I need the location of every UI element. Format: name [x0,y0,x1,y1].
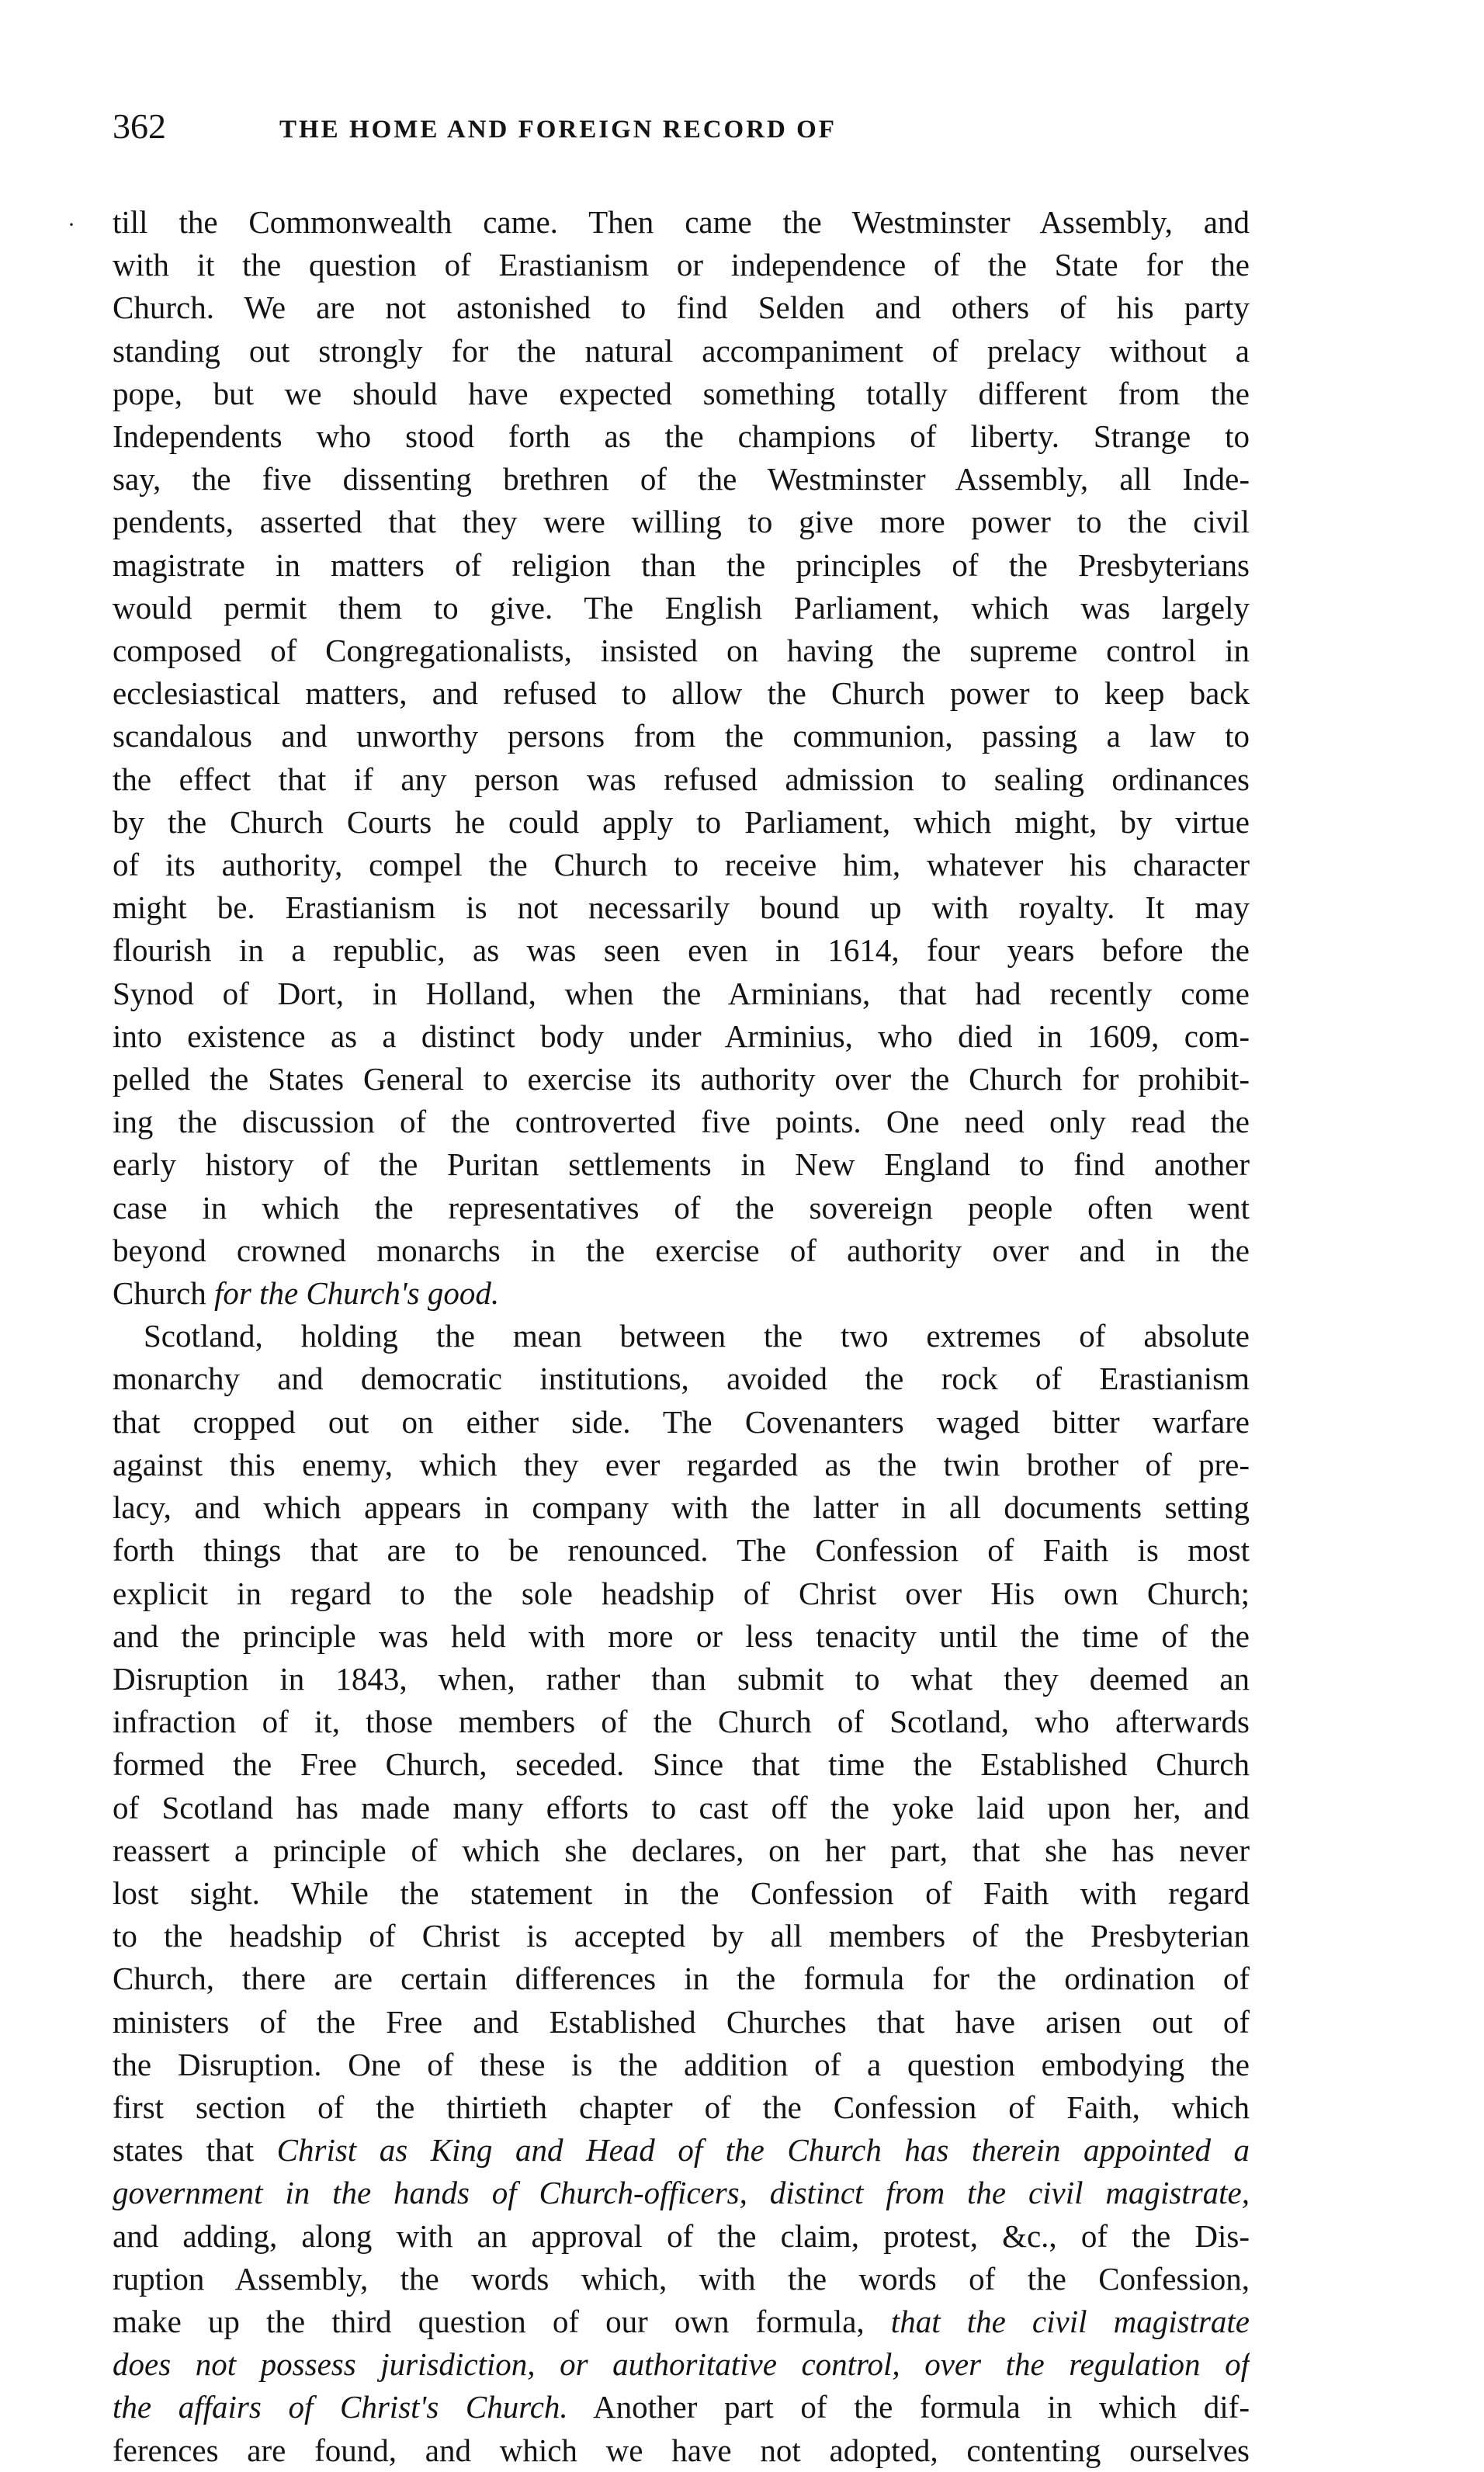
text-line [113,1229,1250,1272]
text-line [113,844,1250,886]
text-line [113,929,1250,972]
page-number: 362 [113,106,166,146]
text-run: monarchy and democratic institutions, avoided the rock of Erastianism [113,1361,1250,1397]
text-line [113,544,1250,587]
text-line [113,1829,1250,1872]
text-line [113,2129,1250,2172]
text-line [113,886,1250,929]
text-run: Independents who stood forth as the champions of liberty. Strange to [113,418,1250,455]
text-line [113,1529,1250,1572]
text-run: Scotland, holding the mean between the two extremes of absolute [144,1318,1250,1354]
text-line [113,2300,1250,2343]
text-run: to the headship of Christ is accepted by all members of the Presbyterian [113,1918,1250,1954]
text-line [113,629,1250,672]
text-line [113,2044,1250,2086]
text-run: composed of Congregationalists, insisted on having the supreme control in [113,633,1250,669]
text-line [113,1572,1250,1615]
text-run: against this enemy, which they ever regarded as the twin brother of pre- [113,1446,1250,1482]
text-run: and adding, along with an approval of the claim, protest, &c., of the Dis- [113,2217,1250,2254]
text-run: standing out strongly for the natural accompaniment of prelacy without a [113,332,1250,369]
text-line [113,1872,1250,1915]
text-line [113,1401,1250,1444]
text-line [113,1058,1250,1101]
text-line [113,2429,1250,2472]
text-line [113,244,1250,286]
text-line [113,1486,1250,1529]
italic-run: does not possess jurisdiction, or authoritative control, over the regulation of [113,2346,1250,2383]
text-line [113,330,1250,373]
text-run: ing the discussion of the controverted five points. One need only read the [113,1104,1250,1140]
body-text [113,201,1250,2472]
text-run: Disruption in 1843, when, rather than submit to what they deemed an [113,1660,1250,1697]
text-run: pelled the States General to exercise its authority over the Church for prohibit- [113,1061,1250,1097]
text-line [113,1701,1250,1743]
text-run: early history of the Puritan settlements in New England to find another [113,1146,1250,1183]
text-line [113,1444,1250,1486]
text-run: the Disruption. One of these is the addition of a question embodying the [113,2046,1250,2082]
text-run: case in which the representatives of the sovereign people often went [113,1189,1250,1226]
text-run: ministers of the Free and Established Churches that have arisen out of [113,2003,1250,2040]
text-line [113,2386,1250,2429]
text-line [113,715,1250,758]
text-run: ecclesiastical matters, and refused to allow the Church power to keep back [113,675,1250,712]
text-run: of its authority, compel the Church to receive him, whatever his character [113,847,1250,883]
text-run: lacy, and which appears in company with the latter in all documents setting [113,1489,1250,1526]
text-run: Church. We are not astonished to find Selden and others of his party [113,289,1250,326]
text-run: reassert a principle of which she declares, on her part, that she has never [113,1832,1250,1868]
text-run: of Scotland has made many efforts to cast off the yoke laid upon her, and [113,1789,1250,1825]
text-line [113,801,1250,844]
text-run: first section of the thirtieth chapter of the Confession of Faith, which [113,2089,1250,2125]
text-run: infraction of it, those members of the Church of Scotland, who afterwards [113,1704,1250,1740]
text-line [113,1658,1250,1701]
text-line [113,2172,1250,2214]
text-line [113,501,1250,543]
text-line [113,1743,1250,1786]
italic-run: government in the hands of Church-officers, distinct from the civil magistrate, [113,2175,1250,2211]
text-line [113,2258,1250,2300]
text-run: would permit them to give. The English Parliament, which was largely [113,589,1250,626]
text-run: with it the question of Erastianism or independence of the State for the [113,247,1250,283]
text-line [113,201,1250,244]
text-line [113,1957,1250,2000]
text-line [113,373,1250,415]
text-line [113,1915,1250,1957]
text-run: Synod of Dort, in Holland, when the Arminians, that had recently come [113,975,1250,1011]
italic-run: the affairs of Christ's Church. [113,2389,568,2425]
text-run: explicit in regard to the sole headship of Christ over His own Church; [113,1575,1250,1611]
document-page [68,105,1250,2472]
text-run: into existence as a distinct body under Arminius, who died in 1609, com- [113,1018,1250,1054]
text-line [113,458,1250,501]
text-line [113,587,1250,629]
italic-run: for the Church's good. [213,1275,500,1312]
text-line [113,2215,1250,2258]
text-run: forth things that are to be renounced. The Confession of Faith is most [113,1532,1250,1569]
text-line [113,1143,1250,1186]
margin-mark: · [68,212,75,237]
text-line [113,1315,1250,1357]
text-run: lost sight. While the statement in the Confession of Faith with regard [113,1874,1250,1911]
running-title: THE HOME AND FOREIGN RECORD OF [279,116,837,144]
text-line [113,1615,1250,1658]
text-line [113,1101,1250,1143]
italic-run: that the civil magistrate [890,2303,1250,2339]
text-run: formed the Free Church, seceded. Since that time the Established Church [113,1746,1250,1783]
text-line [113,2001,1250,2044]
text-run: beyond crowned monarchs in the exercise of authority over and in the [113,1232,1250,1268]
text-run: by the Church Courts he could apply to Parliament, which might, by virtue [113,803,1250,840]
text-run: scandalous and unworthy persons from the communion, passing a law to [113,718,1250,754]
text-run: pope, but we should have expected something totally different from the [113,375,1250,411]
text-line [113,1187,1250,1229]
text-run: might be. Erastianism is not necessarily bound up with royalty. It may [113,889,1250,926]
text-line [113,415,1250,458]
text-line [113,2343,1250,2386]
text-line [113,2086,1250,2129]
text-line [113,1272,1250,1315]
text-line [113,286,1250,329]
text-line [113,758,1250,801]
text-run: till the Commonwealth came. Then came the Westminster Assembly, and [113,204,1250,240]
text-run: Church [113,1275,214,1312]
text-line [113,1015,1250,1058]
text-run: ferences are found, and which we have not adopted, contenting ourselves [113,2432,1250,2468]
text-run: states that [113,2132,277,2169]
text-line [113,672,1250,715]
text-run: Another part of the formula in which dif- [567,2389,1250,2425]
text-run: make up the third question of our own formula, [113,2303,891,2339]
text-run: Church, there are certain differences in the formula for the ordination of [113,1961,1250,1997]
text-run: that cropped out on either side. The Covenanters waged bitter warfare [113,1403,1250,1440]
text-run: ruption Assembly, the words which, with the words of the Confession, [113,2260,1250,2297]
text-line [113,1787,1250,1829]
text-run: flourish in a republic, as was seen even in 1614, four years before the [113,932,1250,969]
text-line [113,973,1250,1015]
text-run: the effect that if any person was refused admission to sealing ordinances [113,761,1250,797]
text-run: magistrate in matters of religion than the principles of the Presbyterians [113,546,1250,583]
text-line [113,1357,1250,1400]
italic-run: Christ as King and Head of the Church has therein appointed a [276,2132,1250,2169]
text-run: pendents, asserted that they were willing to give more power to the civil [113,504,1250,540]
text-run: and the principle was held with more or less tenacity until the time of the [113,1617,1250,1654]
text-run: say, the five dissenting brethren of the Westminster Assembly, all Inde- [113,461,1250,498]
